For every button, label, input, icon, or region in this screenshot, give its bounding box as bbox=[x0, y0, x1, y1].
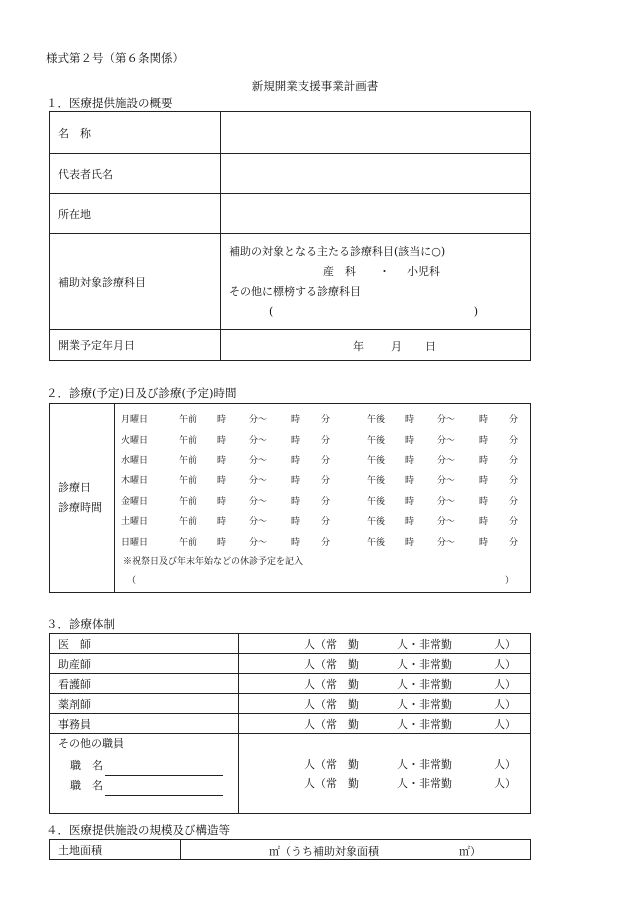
staff-count-cell[interactable] bbox=[239, 634, 531, 654]
time-unit-m4: 分 bbox=[509, 456, 519, 467]
person-close: 人） bbox=[494, 678, 516, 691]
land-area-label: 土地面積 bbox=[50, 840, 181, 860]
time-unit-am: 午前 bbox=[179, 415, 198, 426]
schedule-row[interactable] bbox=[115, 409, 530, 429]
time-unit-pm: 午後 bbox=[367, 496, 386, 507]
staff-count-cell[interactable] bbox=[239, 714, 531, 734]
fulltime-label: 人（常 勤 bbox=[304, 758, 359, 771]
subject-other-line: その他に標榜する診療科目 bbox=[229, 284, 361, 298]
weekday-label: 月曜日 bbox=[121, 415, 149, 426]
schedule-label-day: 診療日 bbox=[58, 481, 91, 494]
fulltime-label: 人（常 勤 bbox=[304, 658, 359, 671]
fulltime-label: 人（常 勤 bbox=[304, 678, 359, 691]
staff-role-label: 薬剤師 bbox=[50, 694, 239, 714]
time-unit-am: 午前 bbox=[179, 537, 198, 548]
time-unit-h3: 時 bbox=[405, 456, 415, 467]
time-unit-am: 午前 bbox=[179, 476, 198, 487]
section1-heading: １．医療提供施設の概要 bbox=[46, 96, 173, 110]
subject-other-field[interactable] bbox=[229, 302, 522, 322]
time-unit-h4: 時 bbox=[479, 415, 489, 426]
time-unit-m2: 分 bbox=[321, 537, 331, 548]
time-unit-h4: 時 bbox=[479, 537, 489, 548]
time-unit-m3: 分～ bbox=[437, 517, 456, 528]
parttime-label: 人・非常勤 bbox=[397, 698, 452, 711]
holiday-field[interactable] bbox=[115, 569, 530, 589]
facility-name-label: 名 称 bbox=[50, 112, 221, 154]
open-date-label: 開業予定年月日 bbox=[50, 330, 221, 361]
time-unit-m1: 分～ bbox=[249, 415, 268, 426]
time-unit-m3: 分～ bbox=[437, 476, 456, 487]
time-unit-m2: 分 bbox=[321, 476, 331, 487]
weekday-label: 土曜日 bbox=[121, 517, 149, 528]
land-area-field[interactable] bbox=[181, 840, 531, 860]
schedule-row[interactable] bbox=[115, 449, 530, 469]
time-unit-h1: 時 bbox=[217, 517, 227, 528]
parttime-label: 人・非常勤 bbox=[397, 658, 452, 671]
time-unit-m3: 分～ bbox=[437, 415, 456, 426]
time-unit-h2: 時 bbox=[291, 517, 301, 528]
area-close: ㎡） bbox=[459, 844, 481, 858]
time-unit-h1: 時 bbox=[217, 435, 227, 446]
staff-table bbox=[49, 633, 531, 814]
time-unit-h2: 時 bbox=[291, 496, 301, 507]
time-unit-m1: 分～ bbox=[249, 456, 268, 467]
representative-field[interactable] bbox=[221, 154, 531, 194]
time-unit-m3: 分～ bbox=[437, 435, 456, 446]
other-staff-count-1[interactable] bbox=[239, 754, 530, 773]
subject-separator: ・ bbox=[379, 264, 390, 278]
schedule-row[interactable] bbox=[115, 531, 530, 551]
subject-main-line: 補助の対象となる主たる診療科目(該当に○) bbox=[229, 244, 446, 258]
date-day: 日 bbox=[425, 340, 436, 353]
time-unit-h3: 時 bbox=[405, 476, 415, 487]
parttime-label: 人・非常勤 bbox=[397, 678, 452, 691]
time-unit-h2: 時 bbox=[291, 415, 301, 426]
time-unit-m2: 分 bbox=[321, 496, 331, 507]
time-unit-h1: 時 bbox=[217, 537, 227, 548]
time-unit-h3: 時 bbox=[405, 435, 415, 446]
time-unit-h2: 時 bbox=[291, 435, 301, 446]
time-unit-pm: 午後 bbox=[367, 415, 386, 426]
time-unit-h1: 時 bbox=[217, 415, 227, 426]
time-unit-m4: 分 bbox=[509, 476, 519, 487]
time-unit-m4: 分 bbox=[509, 435, 519, 446]
weekday-label: 木曜日 bbox=[121, 476, 149, 487]
time-unit-h2: 時 bbox=[291, 537, 301, 548]
subject-pediatrics[interactable]: 小児科 bbox=[407, 264, 440, 278]
job-title-input-2[interactable] bbox=[105, 782, 223, 796]
time-unit-h3: 時 bbox=[405, 415, 415, 426]
time-unit-m4: 分 bbox=[509, 537, 519, 548]
time-unit-h4: 時 bbox=[479, 456, 489, 467]
time-unit-h2: 時 bbox=[291, 456, 301, 467]
open-date-field[interactable] bbox=[221, 330, 531, 361]
staff-role-label: 助産師 bbox=[50, 654, 239, 674]
facility-name-field[interactable] bbox=[221, 112, 531, 154]
staff-role-label: 医 師 bbox=[50, 634, 239, 654]
time-unit-m1: 分～ bbox=[249, 537, 268, 548]
time-unit-m2: 分 bbox=[321, 415, 331, 426]
parttime-label: 人・非常勤 bbox=[397, 777, 452, 790]
time-unit-h4: 時 bbox=[479, 517, 489, 528]
person-close: 人） bbox=[494, 658, 516, 671]
time-unit-pm: 午後 bbox=[367, 456, 386, 467]
other-staff-count-cell bbox=[239, 734, 531, 814]
staff-row bbox=[50, 694, 531, 714]
schedule-table bbox=[49, 403, 531, 593]
staff-row bbox=[50, 674, 531, 694]
time-unit-pm: 午後 bbox=[367, 517, 386, 528]
time-unit-m2: 分 bbox=[321, 456, 331, 467]
date-month: 月 bbox=[391, 340, 402, 353]
schedule-row[interactable] bbox=[115, 490, 530, 510]
address-label: 所在地 bbox=[50, 194, 221, 234]
staff-row bbox=[50, 634, 531, 654]
time-unit-pm: 午後 bbox=[367, 476, 386, 487]
area-text: ㎡（うち補助対象面積 bbox=[269, 844, 379, 858]
paren-close: ) bbox=[473, 304, 478, 318]
time-unit-am: 午前 bbox=[179, 435, 198, 446]
other-staff-label-cell bbox=[50, 734, 239, 814]
staff-row bbox=[50, 714, 531, 734]
schedule-label bbox=[50, 404, 115, 593]
time-unit-m3: 分～ bbox=[437, 456, 456, 467]
time-unit-h3: 時 bbox=[405, 537, 415, 548]
time-unit-h3: 時 bbox=[405, 496, 415, 507]
person-close: 人） bbox=[494, 777, 516, 790]
time-unit-am: 午前 bbox=[179, 496, 198, 507]
section3-heading: ３．診療体制 bbox=[46, 617, 115, 631]
subject-label: 補助対象診療科目 bbox=[50, 234, 221, 330]
job-title-input-1[interactable] bbox=[105, 762, 223, 776]
time-unit-m4: 分 bbox=[509, 415, 519, 426]
staff-count-cell[interactable] bbox=[239, 654, 531, 674]
time-unit-h1: 時 bbox=[217, 496, 227, 507]
fulltime-label: 人（常 勤 bbox=[304, 777, 359, 790]
form-number: 様式第２号（第６条関係） bbox=[46, 51, 184, 65]
fulltime-label: 人（常 勤 bbox=[304, 698, 359, 711]
subject-obstetrics[interactable]: 産 科 bbox=[323, 264, 356, 278]
time-unit-h1: 時 bbox=[217, 476, 227, 487]
job-title-label: 職 名 bbox=[70, 779, 103, 792]
person-close: 人） bbox=[494, 638, 516, 651]
staff-count-cell[interactable] bbox=[239, 674, 531, 694]
paren-close: ） bbox=[504, 575, 514, 586]
document-title: 新規開業支援事業計画書 bbox=[251, 79, 379, 93]
weekday-label: 金曜日 bbox=[121, 496, 149, 507]
time-unit-h4: 時 bbox=[479, 435, 489, 446]
time-unit-m1: 分～ bbox=[249, 517, 268, 528]
section4-heading: ４．医療提供施設の規模及び構造等 bbox=[46, 823, 230, 837]
schedule-grid bbox=[115, 404, 531, 593]
weekday-label: 水曜日 bbox=[121, 456, 149, 467]
schedule-row[interactable] bbox=[115, 511, 530, 531]
time-unit-h4: 時 bbox=[479, 496, 489, 507]
time-unit-am: 午前 bbox=[179, 456, 198, 467]
time-unit-m1: 分～ bbox=[249, 476, 268, 487]
schedule-row[interactable] bbox=[115, 429, 530, 449]
other-staff-label: その他の職員 bbox=[58, 737, 124, 750]
time-unit-m1: 分～ bbox=[249, 435, 268, 446]
parttime-label: 人・非常勤 bbox=[397, 638, 452, 651]
job-title-label: 職 名 bbox=[70, 759, 103, 772]
facility-scale-table bbox=[49, 839, 531, 860]
person-close: 人） bbox=[494, 698, 516, 711]
other-staff-count-2[interactable] bbox=[239, 773, 530, 792]
weekday-label: 日曜日 bbox=[121, 537, 149, 548]
date-year: 年 bbox=[353, 340, 364, 353]
parttime-label: 人・非常勤 bbox=[397, 758, 452, 771]
time-unit-am: 午前 bbox=[179, 517, 198, 528]
schedule-label-time: 診療時間 bbox=[58, 501, 102, 514]
time-unit-m2: 分 bbox=[321, 517, 331, 528]
fulltime-label: 人（常 勤 bbox=[304, 638, 359, 651]
time-unit-m4: 分 bbox=[509, 517, 519, 528]
time-unit-pm: 午後 bbox=[367, 537, 386, 548]
paren-open: （ bbox=[127, 575, 137, 586]
parttime-label: 人・非常勤 bbox=[397, 718, 452, 731]
time-unit-m1: 分～ bbox=[249, 496, 268, 507]
address-field[interactable] bbox=[221, 194, 531, 234]
staff-role-label: 事務員 bbox=[50, 714, 239, 734]
section2-heading: ２．診療(予定)日及び診療(予定)時間 bbox=[46, 386, 237, 400]
weekday-label: 火曜日 bbox=[121, 435, 149, 446]
time-unit-m4: 分 bbox=[509, 496, 519, 507]
paren-open: ( bbox=[269, 304, 274, 318]
fulltime-label: 人（常 勤 bbox=[304, 718, 359, 731]
staff-count-cell[interactable] bbox=[239, 694, 531, 714]
schedule-row[interactable] bbox=[115, 470, 530, 490]
time-unit-h4: 時 bbox=[479, 476, 489, 487]
time-unit-h2: 時 bbox=[291, 476, 301, 487]
subject-cell bbox=[221, 234, 531, 330]
time-unit-m3: 分～ bbox=[437, 496, 456, 507]
staff-row bbox=[50, 654, 531, 674]
time-unit-m3: 分～ bbox=[437, 537, 456, 548]
person-close: 人） bbox=[494, 718, 516, 731]
time-unit-h1: 時 bbox=[217, 456, 227, 467]
staff-role-label: 看護師 bbox=[50, 674, 239, 694]
time-unit-pm: 午後 bbox=[367, 435, 386, 446]
representative-label: 代表者氏名 bbox=[50, 154, 221, 194]
time-unit-h3: 時 bbox=[405, 517, 415, 528]
holiday-note: ※祝祭日及び年末年始などの休診予定を記入 bbox=[123, 556, 304, 567]
person-close: 人） bbox=[494, 758, 516, 771]
time-unit-m2: 分 bbox=[321, 435, 331, 446]
facility-overview-table bbox=[49, 111, 531, 361]
